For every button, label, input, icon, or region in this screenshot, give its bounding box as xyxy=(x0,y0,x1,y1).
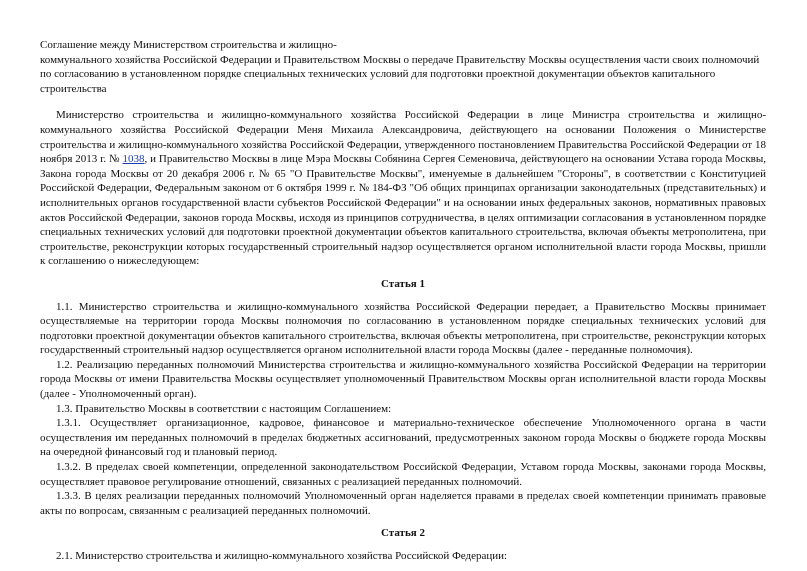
clause-1-3-2: 1.3.2. В пределах своей компетенции, определенной законодательством Российской Федерации, Уставом города Москвы, законами города Москвы, осуществляет правовое регулирование отношений, связанных с реализацией переданных полномочий. xyxy=(40,461,766,488)
article-2-heading: Статья 2 xyxy=(381,527,425,540)
clause-1-2: 1.2. Реализацию переданных полномочий Министерства строительства и жилищно-коммунального хозяйства Российской Федерации на территории города Москвы от имени Правительства Москвы осуществляет уполномоченный Правительством Москвы орган исполнительной власти города Москвы (далее - Уполномоченный орган). xyxy=(40,358,766,401)
preamble-text-start: Министерство строительства и жилищно-коммунального хозяйства Российской Федерации в лице Министра строительства и жилищно-коммунального хозяйства Российской Федерации Меня Михаила Александровича, действующего на основании Положения о Министерстве строительства и жилищно-коммунального хозяйства Российской Федерации, утвержденного постановлением Правительства Российской Федерации от 18 ноября 2013 г. № xyxy=(40,109,766,166)
title-line: строительства xyxy=(40,82,107,95)
title-line: коммунального хозяйства Российской Федерации и Правительством Москвы о передаче Правительству Москвы осуществления части своих полномочий xyxy=(40,53,760,66)
clause-1-3-1: 1.3.1. Осуществляет организационное, кадровое, финансовое и материально-техническое обеспечение Уполномоченного органа в части осуществления им переданных полномочий в пределах бюджетных ассигнований, предусмотренных законом города Москвы о бюджете города Москвы на очередной финансовый год и плановый период. xyxy=(40,417,766,459)
title-line: Соглашение между Министерством строительства и жилищно- xyxy=(40,39,337,51)
clause-2-1: 2.1. Министерство строительства и жилищно-коммунального хозяйства Российской Федерации: xyxy=(56,550,508,562)
clause-1-3-3: 1.3.3. В целях реализации переданных полномочий Уполномоченный орган наделяется правами в пределах своей компетенции принимать правовые акты по вопросам, связанным с реализацией переданных полномочий. xyxy=(40,490,766,517)
article-1-heading: Статья 1 xyxy=(381,277,425,290)
clause-1-1: 1.1. Министерство строительства и жилищно-коммунального хозяйства Российской Федерации передает, а Правительство Москвы принимает осуществляемые на территории города Москвы полномочия по согласованию в установленном порядке специальных технических условий для подготовки проектной документации объектов капитального строительства, включая объекты метрополитена, при строительстве, реконструкции которых государственный строительный надзор осуществляется органом исполнительной власти города Москвы (далее - переданные полномочия). xyxy=(40,300,766,357)
document-page xyxy=(40,38,766,564)
preamble-text-end: , и Правительство Москвы в лице Мэра Москвы Собянина Сергея Семеновича, действующего на основании Устава города Москвы, Закона города Москвы от 20 декабря 2006 г. № 65 "О Правительстве Москвы", именуемые в дальнейшем "Стороны", в соответствии с Конституцией Российской Федерации, Федеральным законом от 6 октября 1999 г. № 184-ФЗ "Об общих принципах организации законодательных (представительных) и исполнительных органов государственной власти субъектов Российской Федерации" и на основании иных федеральных законов, нормативных правовых актов Российской Федерации, законов города Москвы, исходя из принципов сотрудничества, в целях оптимизации согласования в установленном порядке специальных технических условий для подготовки проектной документации объектов капитального строительства, включая объекты метрополитена, при строительстве, реконструкции которых государственный строительный надзор осуществляется органом исполнительной власти города Москвы, пришли к соглашению о нижеследующем: xyxy=(40,153,766,268)
title-line: по согласованию в установленном порядке специальных технических условий для подготовки проектной документации объектов капитального xyxy=(40,68,716,81)
document-title xyxy=(40,38,766,96)
clause-1-3: 1.3. Правительство Москвы в соответствии с настоящим Соглашением: xyxy=(56,402,392,415)
preamble-paragraph xyxy=(40,108,766,269)
decree-number-link[interactable]: 1038 xyxy=(122,153,145,166)
